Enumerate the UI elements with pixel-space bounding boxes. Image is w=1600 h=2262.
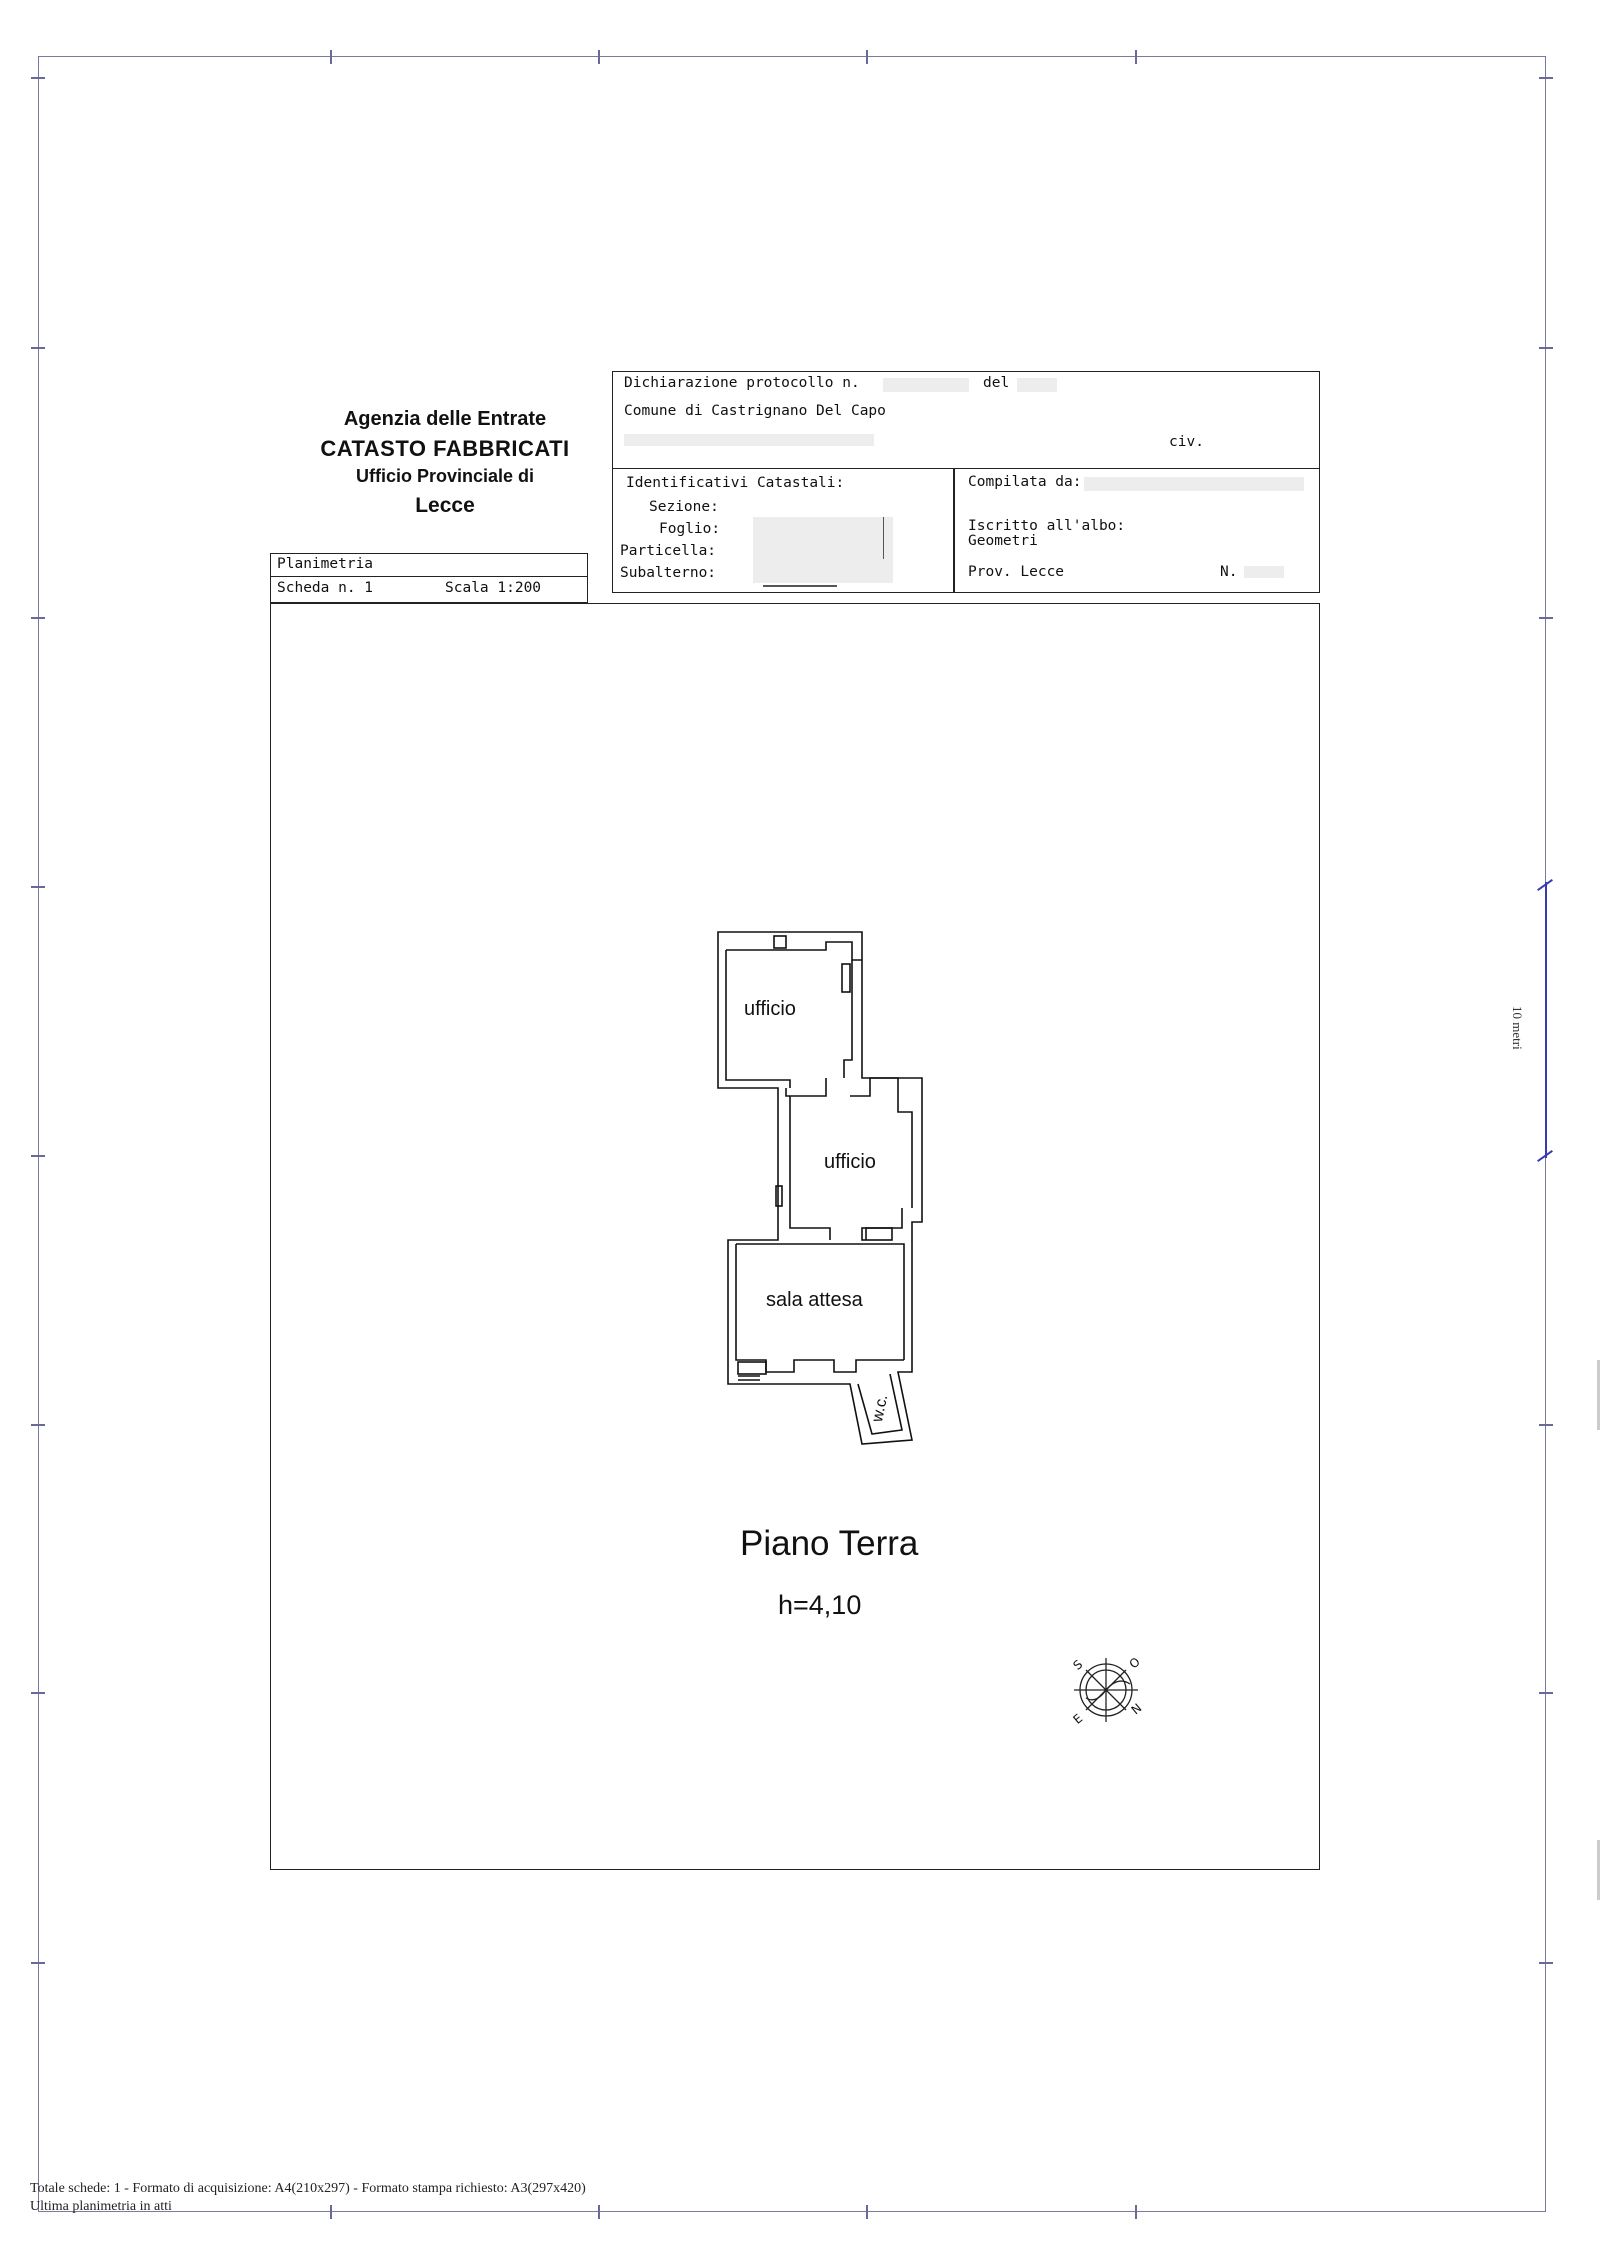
redacted-protocol	[883, 378, 969, 392]
scale-bar	[1545, 882, 1547, 1158]
redacted-author	[1084, 477, 1304, 491]
protocollo-label: Dichiarazione protocollo n.	[624, 375, 860, 391]
foglio-label: Foglio:	[659, 521, 721, 537]
iscritto-label: Iscritto all'albo:	[968, 518, 1126, 534]
identificativi-title: Identificativi Catastali:	[626, 475, 845, 491]
scale-ratio: Scala 1:200	[445, 580, 542, 596]
redacted-number	[1244, 566, 1284, 578]
compilata-label: Compilata da:	[968, 474, 1082, 490]
scale-bar-label: 10 metri	[1510, 1006, 1525, 1050]
compass-north: N	[1128, 1700, 1145, 1718]
del-label: del	[983, 375, 1010, 391]
redaction-line	[883, 517, 884, 559]
province-label: Prov. Lecce	[968, 564, 1065, 580]
compass-rose	[1056, 1640, 1156, 1740]
sezione-label: Sezione:	[649, 499, 719, 515]
planimetria-title: Planimetria	[277, 556, 374, 572]
agency-name: Agenzia delle Entrate	[343, 408, 547, 430]
compilata-panel	[954, 469, 1320, 593]
albo-name: Geometri	[968, 533, 1038, 549]
redacted-identifiers	[753, 517, 893, 583]
ceiling-height: h=4,10	[778, 1590, 862, 1620]
civ-label: civ.	[1169, 434, 1204, 450]
catasto-title: CATASTO FABBRICATI	[320, 436, 570, 461]
footer-totale-schede: Totale schede: 1 - Formato di acquisizione: A4(210x297) - Formato stampa richiesto: A3(297x420)	[30, 2181, 586, 2196]
floor-plan	[700, 920, 940, 1450]
particella-label: Particella:	[620, 543, 717, 559]
floor-title: Piano Terra	[740, 1524, 919, 1563]
declaration-box	[612, 371, 1320, 469]
scheda-number: Scheda n. 1	[277, 580, 374, 596]
planimetria-box	[270, 553, 588, 577]
footer-ultima-planimetria: Ultima planimetria in atti	[30, 2199, 172, 2214]
compass-south: S	[1070, 1657, 1086, 1673]
compass-icon	[1056, 1640, 1156, 1740]
ufficio-label: Ufficio Provinciale di	[355, 466, 535, 486]
compass-east: E	[1070, 1711, 1086, 1727]
subalterno-label: Subalterno:	[620, 565, 717, 581]
room-wc: w.c.	[869, 1393, 892, 1424]
redacted-date	[1017, 378, 1057, 392]
room-sala-attesa: sala attesa	[766, 1289, 863, 1311]
n-label: N.	[1220, 564, 1238, 580]
room-ufficio-2: ufficio	[824, 1151, 876, 1173]
redaction-underline	[763, 585, 837, 587]
redacted-address	[624, 434, 874, 446]
city-label: Lecce	[415, 494, 475, 517]
room-ufficio-1: ufficio	[744, 998, 796, 1020]
compass-west: O	[1126, 1654, 1143, 1672]
comune-label: Comune di Castrignano Del Capo	[624, 403, 886, 419]
scheda-box	[270, 577, 588, 603]
